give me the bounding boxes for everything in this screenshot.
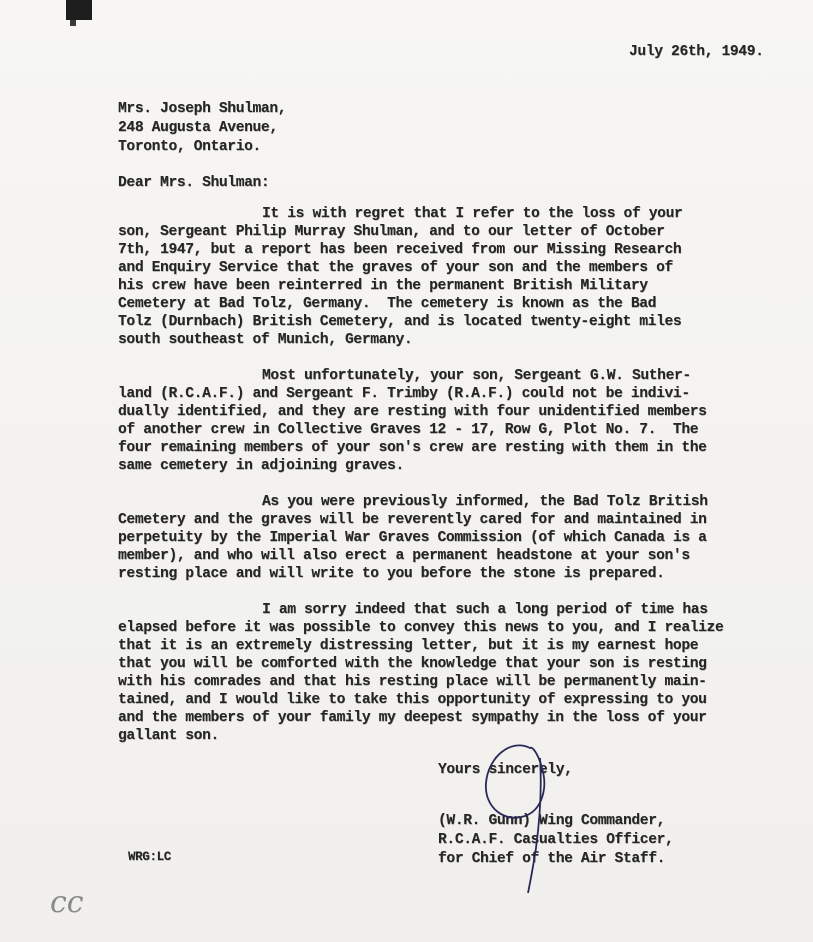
paragraph-line: four remaining members of your son's crew are resting with them in the [118, 440, 707, 456]
paragraph-line: of another crew in Collective Graves 12 - 17, Row G, Plot No. 7. The [118, 422, 699, 438]
paragraph-line: resting place and will write to you before the stone is prepared. [118, 566, 665, 582]
salutation: Dear Mrs. Shulman: [118, 175, 270, 191]
paragraph-line: son, Sergeant Philip Murray Shulman, and to our letter of October [118, 224, 665, 240]
paragraph-line: elapsed before it was possible to convey this news to you, and I realize [118, 620, 724, 636]
cc-handwritten-annotation [48, 876, 128, 926]
paragraph-line: dually identified, and they are resting with four unidentified members [118, 404, 707, 420]
paragraph-line: member), and who will also erect a permanent headstone at your son's [118, 548, 690, 564]
paragraph-line: perpetuity by the Imperial War Graves Commission (of which Canada is a [118, 530, 707, 546]
paragraph-line: south southeast of Munich, Germany. [118, 332, 413, 348]
signature-line: for Chief of the Air Staff. [438, 851, 666, 867]
punch-hole-mark-small [70, 20, 76, 26]
paragraph-line: gallant son. [118, 728, 219, 744]
paragraph-line: I am sorry indeed that such a long period of time has [262, 602, 708, 618]
closing: Yours sincerely, [438, 762, 573, 778]
paragraph-line: land (R.C.A.F.) and Sergeant F. Trimby (R.A.F.) could not be indivi- [118, 386, 690, 402]
signature-line: (W.R. Gunn) Wing Commander, [438, 813, 666, 829]
recipient-street: 248 Augusta Avenue, [118, 120, 278, 136]
paragraph-line: with his comrades and that his resting place will be permanently main- [118, 674, 707, 690]
paragraph-line: Cemetery and the graves will be reverently cared for and maintained in [118, 512, 707, 528]
recipient-name: Mrs. Joseph Shulman, [118, 101, 287, 117]
paragraph-line: Most unfortunately, your son, Sergeant G.W. Suther- [262, 368, 691, 384]
signature-line: R.C.A.F. Casualties Officer, [438, 832, 674, 848]
paragraph-line: It is with regret that I refer to the loss of your [262, 206, 683, 222]
paragraph-line: Tolz (Durnbach) British Cemetery, and is located twenty-eight miles [118, 314, 682, 330]
typist-initials: WRG:LC [128, 850, 171, 864]
paragraph-line: tained, and I would like to take this opportunity of expressing to you [118, 692, 707, 708]
paragraph-line: that you will be comforted with the knowledge that your son is resting [118, 656, 707, 672]
letter-date: July 26th, 1949. [629, 44, 764, 60]
recipient-city: Toronto, Ontario. [118, 139, 261, 155]
paragraph-line: and Enquiry Service that the graves of your son and the members of [118, 260, 673, 276]
paragraph-line: Cemetery at Bad Tolz, Germany. The cemetery is known as the Bad [118, 296, 657, 312]
punch-hole-mark [66, 0, 92, 20]
paragraph-line: that it is an extremely distressing letter, but it is my earnest hope [118, 638, 699, 654]
cc-annotation-text: cc [50, 885, 84, 920]
paragraph-line: and the members of your family my deepest sympathy in the loss of your [118, 710, 707, 726]
paragraph-line: same cemetery in adjoining graves. [118, 458, 404, 474]
paragraph-line: As you were previously informed, the Bad Tolz British [262, 494, 708, 510]
paragraph-line: 7th, 1947, but a report has been received from our Missing Research [118, 242, 682, 258]
paragraph-line: his crew have been reinterred in the permanent British Military [118, 278, 648, 294]
